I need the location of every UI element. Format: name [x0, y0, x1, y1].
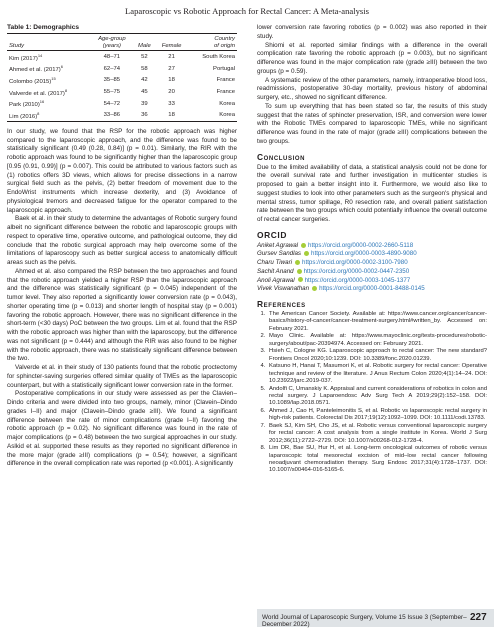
body-paragraph: lower conversion rate favoring robotics (p = 0.002) was also reported in their study.: [257, 24, 487, 40]
col-male: Male: [137, 43, 151, 50]
page-footer: [0, 609, 494, 629]
author-name: Charu Tiwari: [257, 259, 293, 267]
orcid-icon: [295, 260, 300, 265]
cell-female: 33: [168, 100, 175, 107]
cell-study: Kim $(2017)^{14}$: [9, 52, 43, 62]
orcid-icon: [298, 277, 303, 282]
body-paragraph: Postoperative complications in our study were assessed as per the Clavien–Dindo criteria and were divided into two groups, namely, minor (Clavein–Dindo grades I–II) and major (Clavein–Dindo grade ≥III). We found a significant difference between the rate of minor complications (grade I–II) favoring the robotic approach (p = 0.02). No significant difference was found in the rate of major complications (p = 0.48) between the two surgical approaches in our study. Aslkid et al. supported these results as they reported no significant difference in the more major (grade ≥III) complications (p = 0.54); however, a significant difference in the overall complication rate was reported (p <0.001). A significantly: [7, 390, 237, 468]
cell-age: 48–71: [103, 54, 121, 61]
cell-male: 39: [141, 100, 148, 107]
body-paragraph: Ahmed et al. also compared the RSP between the two approaches and found that the robotic approach yielded a higher RSP than the laparoscopic approach and the difference was statistically significant (p = 0.045) independent of the tumor level. They also reported a significantly lower conversion rate (p = 0.043), shorter operating time (p = 0.013) and shorter length of hospital stay (p = 0.001) favoring the robotic approach. However, there was no significant difference in the short-term (<30 days) PoC between the two groups. Lim et al. found that the RSP with the robotic approach was higher than with the laparoscopy, but the difference was not significant (p = 0.444) and although the RIR was also found to be higher with the robotic approach, there was no statistically significant difference between the two.: [7, 267, 237, 363]
table-row: [7, 86, 237, 98]
reference-item: 2. Mayo Clinic. Available at: https://www.mayoclinic.org/tests-procedures/robotic-surgery/about/pac-20394974. Accessed on: February 2021.: [267, 333, 487, 348]
reference-item: 3. Hsieh C, Cologne KG. Laparoscopic approach to rectal cancer: The new standard? Frontiers Oncol 2020;10:1239. DOI: 10.3389/fonc.2020.01239.: [267, 348, 487, 363]
cell-female: 18: [168, 77, 175, 84]
cell-male: 58: [141, 65, 148, 72]
table-caption: Table 1: Demographics: [7, 24, 80, 31]
orcid-link[interactable]: https://orcid.org/0000-0002-2660-5118: [308, 241, 414, 249]
orcid-icon: [297, 269, 302, 274]
cell-age: 55–75: [103, 88, 121, 95]
demographics-table: [7, 33, 237, 122]
cell-age: 54–72: [103, 100, 121, 107]
cell-age: 62–74: [103, 65, 121, 72]
conclusion-text: Due to the limited availability of data, a statistical analysis could not be done for the overall survival rate and further investigation in multicenter studies is proposed to gain a better insight into it. Furthermore, we would also like to suggest studies to look into other parameters such as the surgeon's physical and mental stress, tumor spillage, R0 resection rate, and overall patient satisfaction rate between the two groups which could potentially influence the overall outcome of rectal cancer surgeries.: [257, 163, 487, 223]
cell-age: 33–86: [103, 112, 121, 119]
col-female: Female: [161, 43, 182, 50]
cell-male: 45: [141, 88, 148, 95]
orcid-link[interactable]: https://orcid.org/0000-0003-4890-9080: [311, 250, 417, 258]
orcid-entry: [257, 285, 487, 294]
col-age-2: (years): [102, 43, 122, 50]
table-row: [7, 109, 237, 121]
running-header: Laparoscopic vs Robotic Approach for Rectal Cancer: A Meta-analysis: [125, 6, 369, 16]
reference-item: 1. The American Cancer Society. Available at: https://www.cancer.org/cancer/cancer-basics/history-of-cancer/cancer-treatment-surgery.html#written_by. Accessed on: February 2021.: [267, 311, 487, 333]
left-column: [7, 24, 237, 469]
table-row: [7, 75, 237, 87]
right-column: [257, 24, 487, 475]
orcid-entry: [257, 250, 487, 259]
author-name: Gursev Sandlas: [257, 250, 302, 258]
conclusion-heading: Conclusion: [257, 151, 306, 162]
col-country-2: of origin: [214, 43, 235, 50]
cell-female: 18: [168, 112, 175, 119]
orcid-link[interactable]: https://orcid.org/0000-0002-0447-2350: [303, 267, 410, 275]
body-paragraph: In our study, we found that the RSP for the robotic approach was higher compared to the laparoscopic approach, and the difference was found to be statistically significant (0.49 (0.28, 0.84)] (p = 0.01). Similarly, the RIR with the robotic approach was found to be significantly higher than the laparoscopic group [0.95 (0.91, 0.99)] (p = 0.007). This could be attributed to various factors such as (1) robotics offers 3D views, which allows for precise dissections in a narrow surgical field such as the pelvis, (2) better freedom of movement due to the EndoWrist instruments which increase dexterity, and (3) Avoidance of physiological tremors and decreased fatigue for the operator compared to the laparoscopic approach.: [7, 127, 237, 214]
cell-country: France: [216, 77, 235, 84]
col-country-1: Country: [214, 36, 235, 42]
right-body-text: [257, 24, 487, 147]
orcid-entry: [257, 268, 487, 277]
cell-age: 35–85: [103, 77, 121, 84]
footer-journal: World Journal of Laparoscopic Surgery, Volume 15 Issue 3 (September–December 2022): [262, 614, 467, 628]
body-paragraph: To sum up everything that has been stated so far, the results of this study suggest that the rates of sphincter preservation, ISR, and conversion were lower with the Robotic TMEs compared to laparoscopic TMEs, while no significant difference was found in the rate of major (grade ≥III) complications between the two groups.: [257, 102, 487, 145]
left-body-text: [7, 128, 237, 469]
orcid-link[interactable]: https://orcid.org/0000-0001-8488-0145: [319, 285, 425, 293]
cell-country: Korea: [219, 112, 235, 119]
table-row: [7, 98, 237, 110]
cell-study: Colombo $(2015)^{15}$: [9, 75, 56, 85]
reference-item: 7. Baek SJ, Kim SH, Cho JS, et al. Robotic versus conventional laparoscopic surgery for rectal cancer: A cost analysis from a single institute in Korea. World J Surg 2012;36(11):2722–2729. DOI: 10.1007/s00268-012-1728-4.: [267, 423, 487, 445]
body-paragraph: Shiomi et al. reported similar findings with a difference in the overall complication rate favoring the robotic approach (p = 0.003), but no significant difference was found in the major complication rate (grade ≥III) between the two groups (p = 0.59).: [257, 41, 487, 75]
table-row: [7, 63, 237, 75]
reference-item: 4. Katsuno H, Hanai T, Masumori K, et al. Robotic surgery for rectal cancer: Operative technique and review of the literature. J Anus Rectum Colon 2020;4(1):14–24. DOI: 10.23922/jarc.2019-037.: [267, 363, 487, 385]
cell-female: 27: [168, 65, 175, 72]
table-row: [7, 51, 237, 63]
author-name: Sachit Anand: [257, 267, 294, 275]
author-name: Vivek Viswanathan: [257, 285, 310, 293]
cell-country: Korea: [219, 100, 235, 107]
orcid-entry: [257, 259, 487, 268]
reference-item: 8. Lim DR, Bae SU, Hur H, et al. Long-term oncological outcomes of robotic versus laparoscopic total mesorectal excision of mid–low rectal cancer following neoadjuvant chemoradiation therapy. Surg Endosc 2017;31(4):1728–1737. DOI: 10.1007/s00464-016-5165-6.: [267, 445, 487, 475]
reference-list: [257, 311, 487, 475]
orcid-heading: ORCID: [257, 229, 287, 240]
body-paragraph: A systematic review of the other parameters, namely, intraoperative blood loss, readmissions, postoperative 30-day mortality, previous history of abdominal surgery, etc., showed no significant difference.: [257, 76, 487, 101]
reference-item: 5. Andolfi C, Umanskiy K. Appraisal and current considerations of robotics in colon and rectal surgery. J Laparoendosc Adv Surg Tech A 2019;29(2):152–158. DOI: 10.1089/lap.2018.0571.: [267, 386, 487, 408]
orcid-icon: [301, 243, 306, 248]
cell-male: 36: [141, 112, 148, 119]
orcid-link[interactable]: https://orcid.org/0000-0002-3100-7980: [302, 259, 408, 267]
orcid-list: [257, 242, 487, 294]
cell-male: 42: [141, 77, 148, 84]
body-paragraph: Valverde et al. in their study of 130 patients found that the robotic proctectomy for sphincter-saving surgeries offered similar quality of TMEs as the laparoscopic counterpart, but with a statistically significant lower conversion rate in the former.: [7, 364, 237, 389]
cell-country: South Korea: [202, 54, 235, 61]
col-study: Study: [9, 43, 25, 50]
references-heading: References: [257, 298, 306, 309]
col-age-1: Age-group: [98, 36, 126, 42]
orcid-icon: [304, 251, 309, 256]
author-name: Anoli Agrawal: [257, 276, 295, 284]
orcid-icon: [312, 286, 317, 291]
author-name: Aniket Agrawal: [257, 241, 299, 249]
cell-country: France: [216, 88, 235, 95]
reference-item: 6. Ahmed J, Cao H, Panteleimonitis S, et al. Robotic vs laparoscopic rectal surgery in high-risk patients. Colorectal Dis 2017;19(12):1092–1099. DOI: 10.1111/codi.13783.: [267, 408, 487, 423]
cell-country: Portugal: [213, 65, 235, 72]
cell-study: Valverde et al. $(2017)^8$: [9, 87, 68, 97]
body-paragraph: Baek et al. in their study to determine the advantages of Robotic surgery found albeit no significant difference between the robotic and laparoscopic groups with respect to operative time, operative outcome, and pathological outcome, they did conclude that the robotic surgical approach may help overcome some of the limitations of laparoscopy such as better surgical access to anatomically difficult areas such as the pelvis.: [7, 215, 237, 267]
cell-study: Ahmed et al. $(2017)^6$: [9, 64, 63, 74]
orcid-entry: [257, 277, 487, 286]
cell-female: 20: [168, 88, 175, 95]
cell-male: 52: [141, 54, 148, 61]
orcid-link[interactable]: https://orcid.org/0000-0003-1045-1377: [304, 276, 411, 284]
orcid-entry: [257, 242, 487, 251]
cell-study: Park $(2010)^{16}$: [9, 99, 45, 109]
cell-female: 21: [168, 54, 175, 61]
cell-study: Lim $(2016)^8$: [9, 110, 40, 120]
page-number: 227: [470, 612, 487, 623]
